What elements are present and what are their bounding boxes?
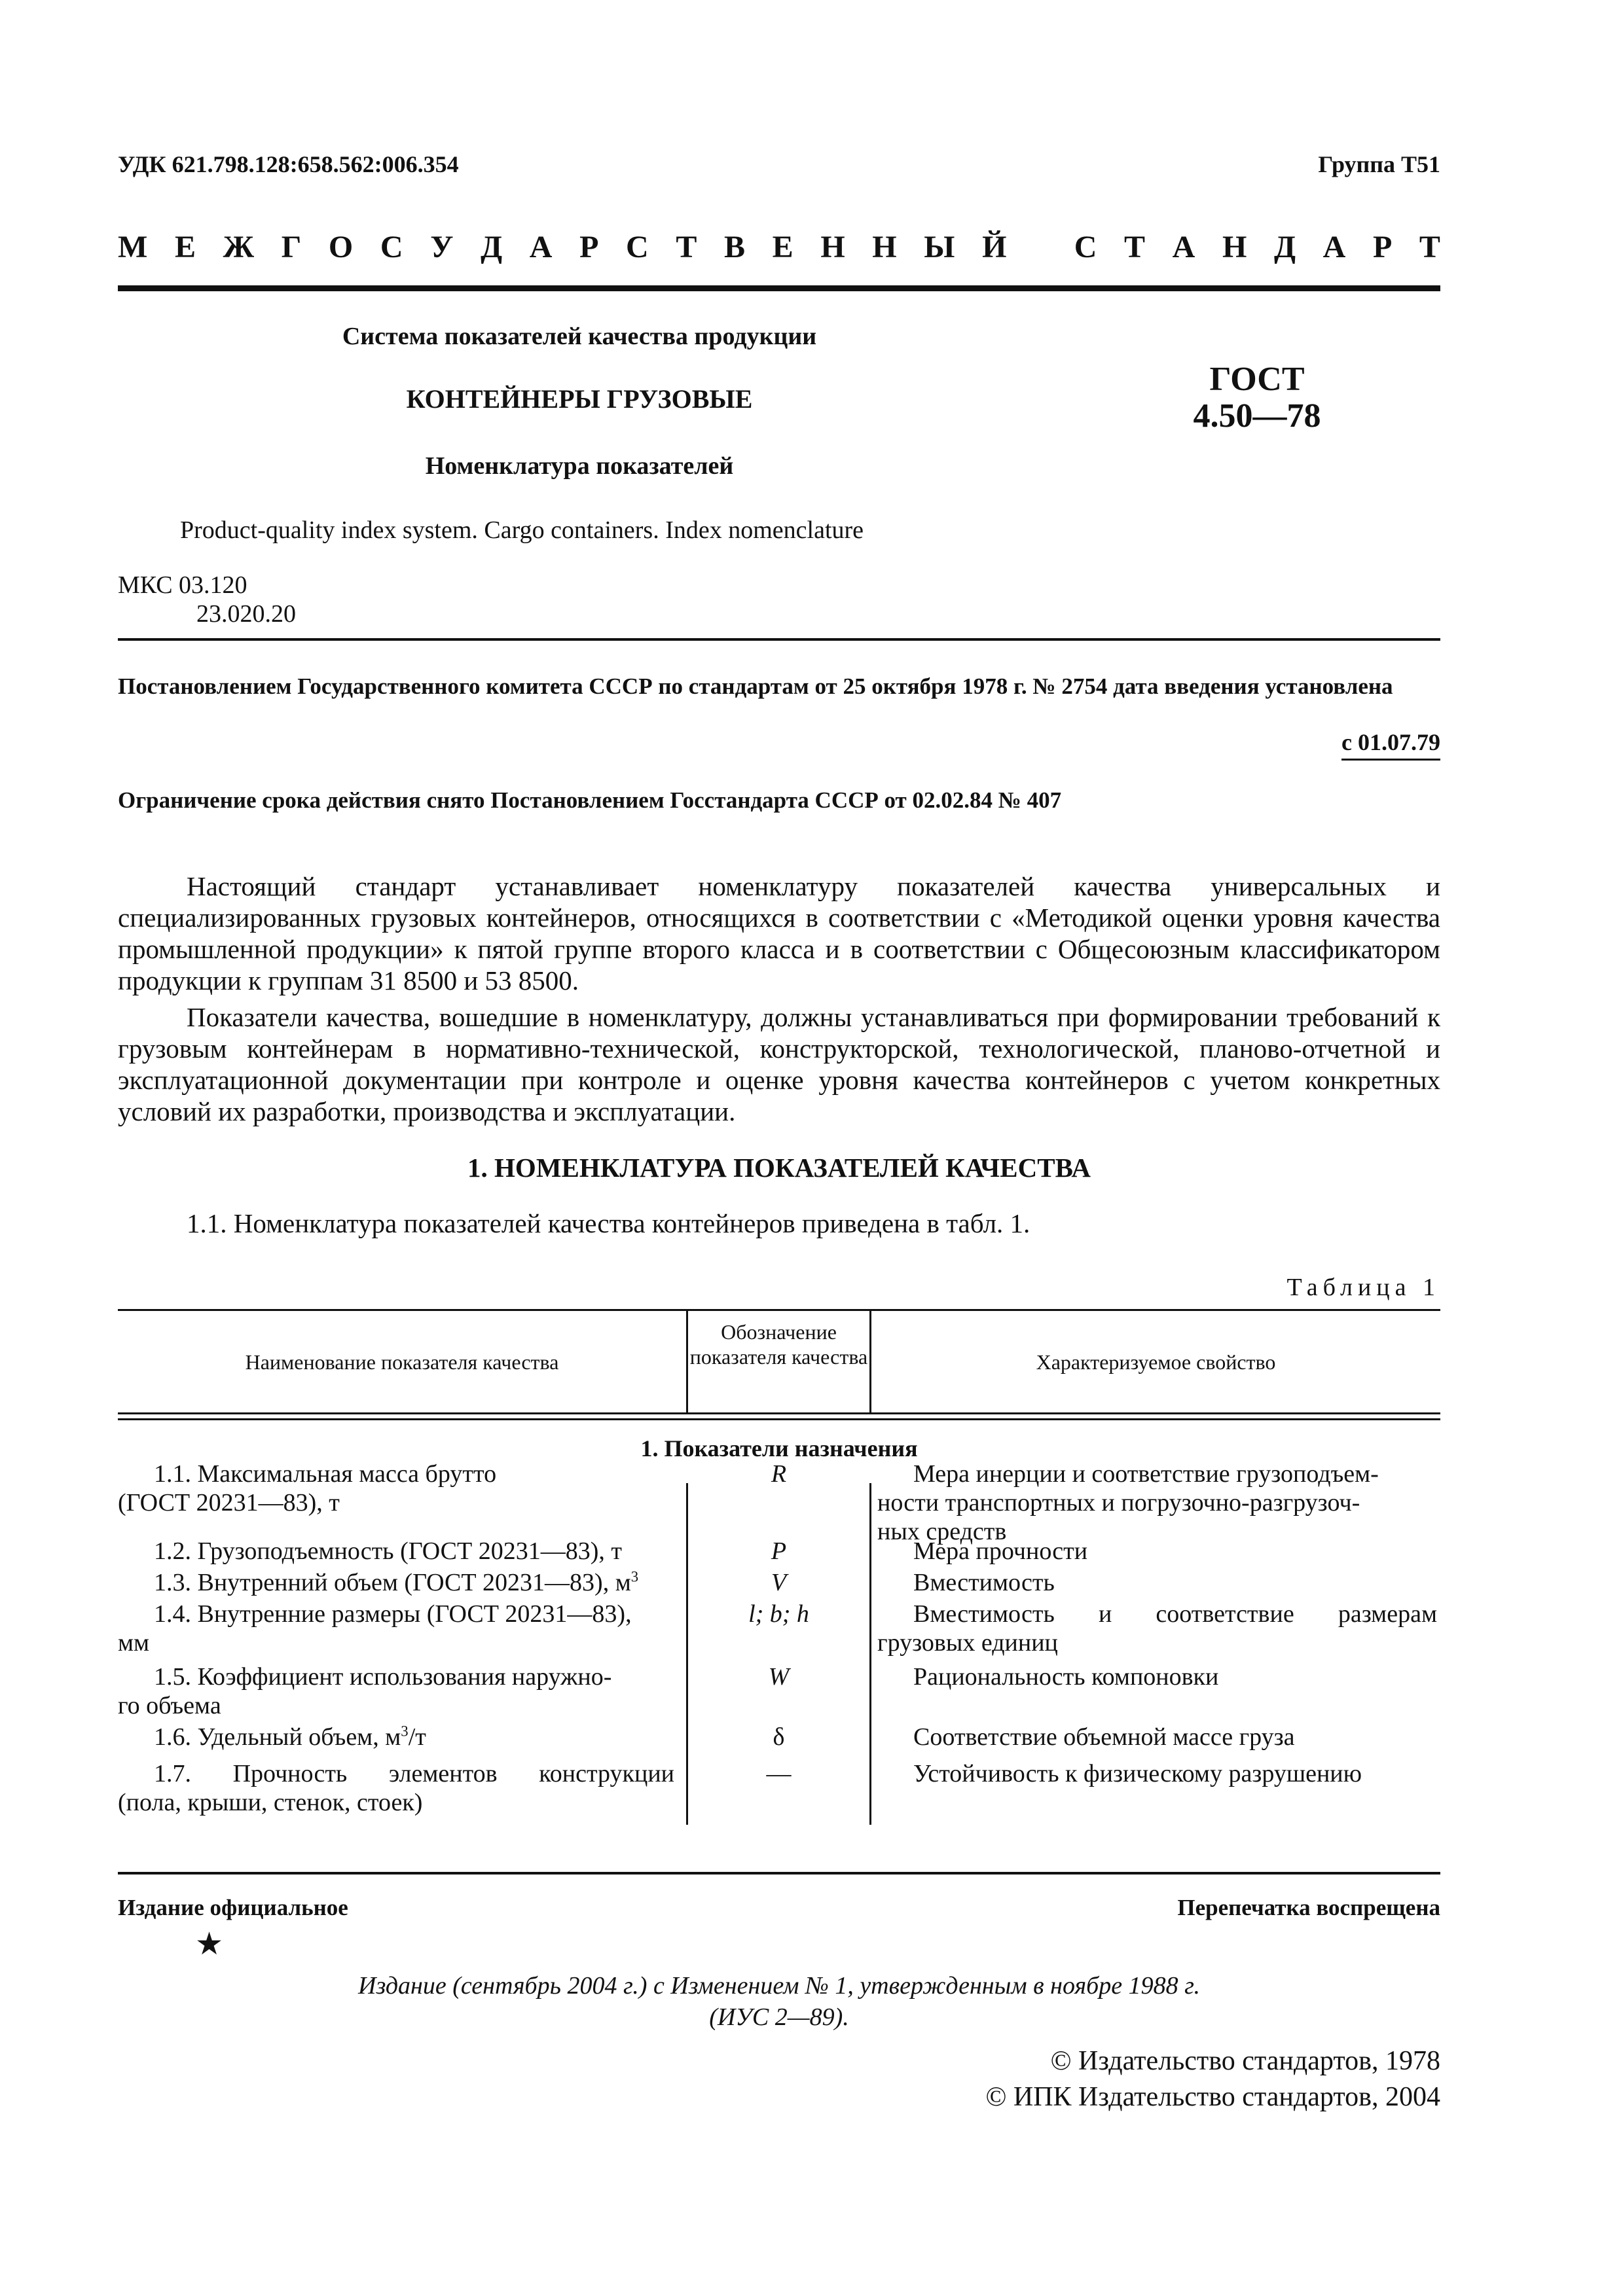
heading-gap [1034,229,1047,265]
heading-letter: Т [1124,230,1146,264]
heading-letter: Ы [924,230,955,264]
heading-letter: В [724,230,746,264]
paragraph-2-text: Показатели качества, вошедшие в номенклатуру, должны устанавливаться при формировании требований к грузовым контейнерам в нормативно-технической, конструкторской, технологической, планово-отчетной и эксплуатационной документации при контроле и оценке уровня качества контейнеров с учетом конкретных условий их разработки, производства и эксплуатации. [118,1002,1440,1126]
gost-label: ГОСТ [1209,361,1305,398]
paragraph-1-text: Настоящий стандарт устанавливает номенклатуру показателей качества универсальных и специализированных грузовых контейнеров, относящихся в соответствии с «Методикой оценки уровня качества промышленной продукции» к пятой группе второго класса и в соответствии с Общесоюзным классификатором продукции к группам 31 8500 и 53 8500. [118,871,1440,996]
footer-rule [118,1872,1440,1874]
paragraph-1 [118,870,1440,996]
table-row-property [877,1600,1437,1657]
table-row-name [118,1568,674,1597]
heading-letter: О [328,230,354,264]
heading-letter: Г [281,230,302,264]
edition-line-2: (ИУС 2—89). [709,2003,849,2031]
table-row-property [877,1460,1437,1546]
table-row-property [877,1537,1437,1566]
row-prop-line: Рациональность компоновки [913,1663,1219,1691]
heading-letter: Н [1222,230,1247,264]
table-header-symbol-text: Обозначение показателя качества [689,1320,868,1369]
table-row-symbol: l; b; h [748,1600,809,1628]
table-header-property: Характеризуемое свойство [1036,1350,1276,1374]
table-row-symbol: — [766,1760,792,1787]
row-name-tail: /т [408,1723,426,1751]
clause-1-1: 1.1. Номенклатура показателей качества контейнеров приведена в табл. 1. [187,1208,1030,1238]
introduction-date: с 01.07.79 [1341,728,1440,761]
gost-code: 4.50—78 [1193,397,1321,435]
table-row-symbol: R [771,1460,787,1488]
row-name-sup: 3 [401,1723,409,1740]
heading-letter: Н [820,230,845,264]
table-header-rule [118,1412,1440,1414]
row-prop-line: ных средств [877,1518,1007,1545]
interstate-standard-heading [118,229,1440,265]
heading-letter: С [626,230,649,264]
table-row-name [118,1460,674,1517]
heading-letter: Т [676,230,697,264]
row-prop-line: грузовых единиц [877,1629,1058,1657]
mks-code-2: 23.020.20 [196,600,296,628]
row-name-line: 1.5. Коэффициент использования наружно- [154,1663,612,1691]
edition-line-1: Издание (сентябрь 2004 г.) с Изменением № 1, утвержденным в ноябре 1988 г. [358,1972,1200,2000]
table-row-name [118,1600,674,1657]
decree-text: Постановлением Государственного комитета СССР по стандартам от 25 октября 1978 г. № 2754 дата введения установлена [118,673,1393,699]
heading-letter: Н [872,230,897,264]
table-group-title: 1. Показатели назначения [640,1435,918,1462]
heading-letter: А [1172,230,1195,264]
heading-letter: Д [1273,230,1296,264]
heading-letter: А [1322,230,1346,264]
table-row-name [118,1759,674,1817]
row-name-line: 1.6. Удельный объем, м [154,1723,401,1751]
heading-letter: А [529,230,553,264]
heading-letter: Р [1372,230,1393,264]
row-prop-line: Соответствие объемной массе груза [913,1723,1295,1751]
table-header-name: Наименование показателя качества [245,1350,559,1374]
row-name-line: 1.4. Внутренние размеры (ГОСТ 20231—83), [154,1600,632,1628]
heading-letter: С [1074,230,1097,264]
table-row-name [118,1662,674,1720]
official-edition: Издание официальное [118,1895,348,1920]
main-title: КОНТЕЙНЕРЫ ГРУЗОВЫЕ [406,384,753,414]
row-name-sup: 3 [630,1568,639,1585]
row-name-line: 1.7. Прочность элементов конструкции [154,1760,674,1787]
row-name-line: мм [118,1629,150,1657]
copyright-2: © ИПК Издательство стандартов, 2004 [985,2082,1440,2112]
reprint-notice: Перепечатка воспрещена [1177,1895,1440,1920]
table-row-name [118,1537,674,1566]
row-name-line: 1.3. Внутренний объем (ГОСТ 20231—83), м [154,1569,631,1596]
row-name-line: 1.2. Грузоподъемность (ГОСТ 20231—83), т [154,1537,622,1565]
copyright-1: © Издательство стандартов, 1978 [1050,2046,1440,2076]
heading-letter: Е [772,230,793,264]
star-icon: ★ [195,1927,224,1962]
section-title: 1. НОМЕНКЛАТУРА ПОКАЗАТЕЛЕЙ КАЧЕСТВА [467,1153,1091,1183]
heading-letter: Р [579,230,599,264]
table-header-symbol [688,1319,869,1369]
row-prop-line: Мера прочности [913,1537,1088,1565]
heading-letter: С [380,230,403,264]
row-name-line: 1.1. Максимальная масса брутто [154,1460,497,1488]
table-row-symbol: δ [773,1723,785,1751]
table-label: Таблица 1 [1286,1274,1440,1301]
row-name-line: го объема [118,1692,221,1719]
table-row-name [118,1723,674,1751]
row-prop-line: ности транспортных и погрузочно-разгрузоч- [877,1489,1360,1516]
table-row-symbol: W [768,1663,790,1691]
heading-letter: Д [481,230,503,264]
table-row-symbol: V [771,1569,787,1596]
limit-text: Ограничение срока действия снято Постановлением Госстандарта СССР от 02.02.84 № 407 [118,787,1062,813]
mks-code-1: МКС 03.120 [118,571,247,599]
row-prop-line: Устойчивость к физическому разрушению [913,1760,1362,1787]
table-row-property [877,1568,1437,1597]
table-row-symbol: P [771,1537,787,1565]
paragraph-2 [118,1001,1440,1127]
row-prop-line: Вместимость и соответствие размерам [913,1600,1437,1628]
heading-letter: Е [174,230,196,264]
row-name-line: (пола, крыши, стенок, стоек) [118,1789,423,1816]
sub-title: Номенклатура показателей [425,452,734,480]
table-row-property [877,1662,1437,1691]
heading-letter: Т [1419,230,1440,264]
edition-note [118,1970,1440,2033]
heading-letter: Й [982,230,1007,264]
heading-letter: М [118,230,148,264]
table-row-property [877,1723,1437,1751]
row-name-line: (ГОСТ 20231—83), т [118,1489,340,1516]
table-row-property [877,1759,1437,1788]
system-title: Система показателей качества продукции [342,323,817,350]
udk-code: УДК 621.798.128:658.562:006.354 [118,151,459,177]
heading-letter: Ж [223,230,255,264]
table-top-rule [118,1309,1440,1311]
english-title: Product-quality index system. Cargo containers. Index nomenclature [180,516,864,544]
row-prop-line: Мера инерции и соответствие грузоподъем- [913,1460,1379,1488]
title-rule [118,638,1440,641]
row-prop-line: Вместимость [913,1569,1055,1596]
table-header-rule-double [118,1418,1440,1420]
gost-number [1126,361,1388,435]
table-divider [869,1483,871,1825]
heading-rule [118,285,1440,291]
heading-letter: У [430,230,454,264]
group-code: Группа Т51 [1318,151,1440,177]
